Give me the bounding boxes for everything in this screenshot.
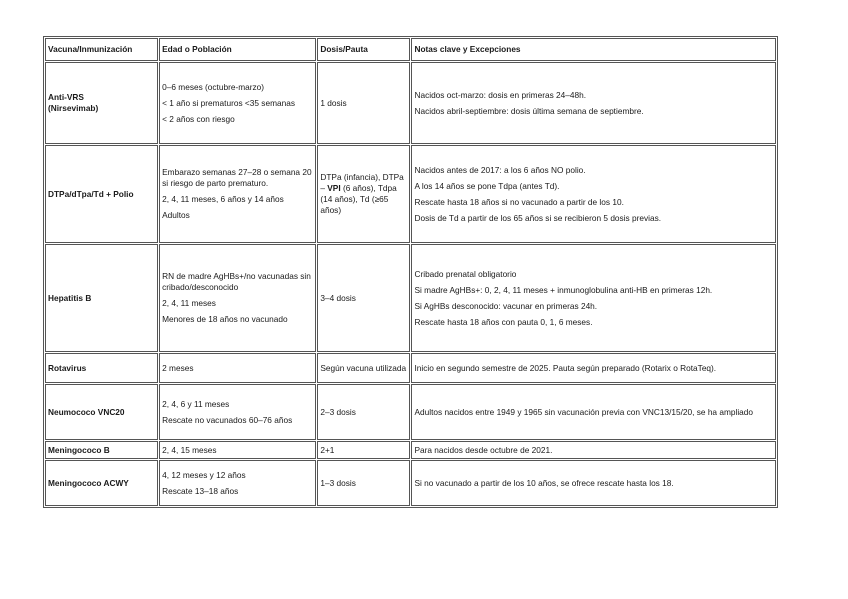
table-row xyxy=(45,441,776,459)
dose-line: 2+1 xyxy=(320,444,335,455)
population-line: Rescate no vacunados 60–76 años xyxy=(162,414,293,425)
dose-text-pre: DTPa (infancia), DTPa – xyxy=(320,172,404,193)
population-cell xyxy=(159,460,316,506)
population-line: 2, 4, 6 y 11 meses xyxy=(162,398,230,409)
population-line: Adultos xyxy=(162,210,190,220)
note-line: Para nacidos desde octubre de 2021. xyxy=(414,444,553,455)
population-cell xyxy=(159,244,316,352)
population-cell xyxy=(159,441,316,459)
population-line: Embarazo semanas 27–28 o semana 20 si riesgo de parto prematuro. xyxy=(162,167,312,188)
vaccine-name-cell xyxy=(45,353,158,383)
vaccine-table xyxy=(43,36,778,508)
notes-cell xyxy=(411,145,776,243)
note-line: Dosis de Td a partir de los 65 años si se recibieron 5 dosis previas. xyxy=(414,212,662,223)
note-line: Cribado prenatal obligatorio xyxy=(414,268,517,279)
table-header-row xyxy=(45,38,776,61)
vaccine-name-cell xyxy=(45,460,158,506)
population-cell xyxy=(159,145,316,243)
table-row xyxy=(45,460,776,506)
note-line: Si madre AgHBs+: 0, 2, 4, 11 meses + inmunoglobulina anti-HB en primeras 12h. xyxy=(414,284,713,295)
note-line: Inicio en segundo semestre de 2025. Pauta según preparado (Rotarix o RotaTeq). xyxy=(414,362,717,373)
note-line: Nacidos oct-marzo: dosis en primeras 24–48h. xyxy=(414,89,587,100)
population-line: 2, 4, 11 meses, 6 años y 14 años xyxy=(162,194,284,204)
dose-cell xyxy=(317,244,410,352)
dose-text-vpi: VPI xyxy=(327,183,341,193)
vaccine-name-cell xyxy=(45,244,158,352)
population-line: Rescate 13–18 años xyxy=(162,485,239,496)
vaccine-name: Hepatitis B xyxy=(48,292,92,303)
note-line: Rescate hasta 18 años si no vacunado a partir de los 10. xyxy=(414,196,624,207)
dose-text-post: (6 años), Tdpa (14 años), Td (≥65 años) xyxy=(320,183,397,215)
vaccine-name-cell xyxy=(45,62,158,144)
population-line: < 2 años con riesgo xyxy=(162,113,235,124)
vaccine-name: Anti-VRS (Nirsevimab) xyxy=(48,92,99,113)
dose-cell xyxy=(317,145,410,243)
dose-cell xyxy=(317,460,410,506)
note-line: Nacidos abril-septiembre: dosis última semana de septiembre. xyxy=(414,105,644,116)
note-line: Si no vacunado a partir de los 10 años, se ofrece rescate hasta los 18. xyxy=(414,477,674,488)
note-line: Rescate hasta 18 años con pauta 0, 1, 6 meses. xyxy=(414,316,593,327)
vaccine-name: Neumococo VNC20 xyxy=(48,406,125,417)
table-row xyxy=(45,353,776,383)
note-line: Si AgHBs desconocido: vacunar en primeras 24h. xyxy=(414,300,598,311)
population-line: RN de madre AgHBs+/no vacunadas sin cribado/desconocido xyxy=(162,271,311,292)
vaccine-name-cell xyxy=(45,384,158,440)
notes-cell xyxy=(411,62,776,144)
notes-cell xyxy=(411,244,776,352)
population-line: 2, 4, 15 meses xyxy=(162,444,217,455)
notes-cell xyxy=(411,353,776,383)
header-dosis: Dosis/Pauta xyxy=(317,38,410,61)
vaccine-name-cell xyxy=(45,441,158,459)
population-cell xyxy=(159,353,316,383)
note-line: A los 14 años se pone Tdpa (antes Td). xyxy=(414,180,560,191)
table-row xyxy=(45,145,776,243)
notes-cell xyxy=(411,460,776,506)
note-line: Nacidos antes de 2017: a los 6 años NO polio. xyxy=(414,164,586,175)
header-edad: Edad o Población xyxy=(159,38,316,61)
dose-line: 1 dosis xyxy=(320,97,347,108)
vaccine-name: Rotavirus xyxy=(48,362,87,373)
population-line: 2, 4, 11 meses xyxy=(162,298,216,308)
population-line: 0–6 meses (octubre-marzo) xyxy=(162,81,265,92)
dose-cell xyxy=(317,384,410,440)
dose-line: 2–3 dosis xyxy=(320,406,356,417)
table-row xyxy=(45,62,776,144)
table-row xyxy=(45,244,776,352)
dose-cell xyxy=(317,441,410,459)
dose-line: Según vacuna utilizada xyxy=(320,362,407,373)
population-cell xyxy=(159,62,316,144)
population-cell xyxy=(159,384,316,440)
note-line: Adultos nacidos entre 1949 y 1965 sin vacunación previa con VNC13/15/20, se ha ampliado xyxy=(414,406,754,417)
header-notas: Notas clave y Excepciones xyxy=(411,38,776,61)
population-line: 4, 12 meses y 12 años xyxy=(162,469,246,480)
notes-cell xyxy=(411,384,776,440)
notes-cell xyxy=(411,441,776,459)
dose-cell xyxy=(317,62,410,144)
header-vacuna: Vacuna/Inmunización xyxy=(45,38,158,61)
dose-cell xyxy=(317,353,410,383)
vaccine-name-cell xyxy=(45,145,158,243)
population-line: 2 meses xyxy=(162,362,194,373)
vaccine-name: DTPa/dTpa/Td + Polio xyxy=(48,188,134,199)
vaccine-name: Meningococo ACWY xyxy=(48,477,129,488)
population-line: < 1 año si prematuros <35 semanas xyxy=(162,97,295,108)
dose-line: 3–4 dosis xyxy=(320,292,356,303)
population-line: Menores de 18 años no vacunado xyxy=(162,314,288,324)
table-row xyxy=(45,384,776,440)
dose-line: 1–3 dosis xyxy=(320,477,356,488)
vaccine-name: Meningococo B xyxy=(48,444,110,455)
